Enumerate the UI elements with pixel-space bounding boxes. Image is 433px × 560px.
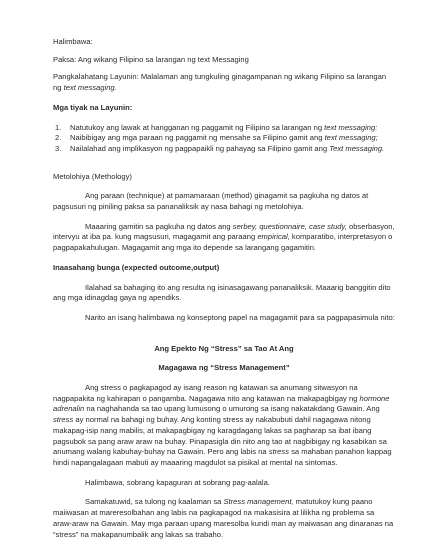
italic-run: Stress management, xyxy=(223,497,294,507)
italic-run: stress xyxy=(53,415,74,425)
text-run: obserbasyon, intervyu at iba pa. kung magsusuri, magagamit ang paraang xyxy=(53,221,395,242)
italic-run: hormone adrenalin xyxy=(53,393,390,414)
list-italic: Text messaging. xyxy=(329,143,385,153)
inaasahang-heading: Inaasahang bunga (expected outcome,output) xyxy=(53,262,220,272)
list-italic: text messaging; xyxy=(324,133,378,143)
text-run: komparatibo, interpretasyon o pagpapakahulugan. Magagamit ang mga ito depende sa larangang gagamitin. xyxy=(53,232,393,253)
list-item xyxy=(53,133,395,144)
tiyak-heading: Mga tiyak na Layunin: xyxy=(53,102,133,112)
list-text: Nailalahad ang implikasyon ng pagpapaikli ng pahayag sa Filipino gamit ang xyxy=(70,143,330,153)
text-run: Maaaring gamitin sa pagkuha ng datos ang xyxy=(85,221,233,231)
italic-run: stress xyxy=(268,447,289,457)
essay-paragraph-3 xyxy=(53,497,395,540)
text-run: ay normal na bahagi ng buhay. Ang konting stress ay nakabubuti dahil nagagawa nitong makapag-isip nang mabilis, at makapagbigay ng karagdagang lakas sa pagharap sa ibat ibang pagsubok sa pang araw araw na buhay. Pinapasigla din nito ang tao at nagbibigay ng kasabikan sa anumang walang kabuhay-buhay na Gawain. Pero ang labis na xyxy=(53,415,387,457)
list-text: Naibibigay ang mga paraan ng paggamit ng mensahe sa Filipino gamit ang xyxy=(70,133,325,143)
text-run: Samakatuwid, sa tulong ng kaalaman sa xyxy=(85,497,224,507)
text-run: na naghahanda sa tao upang lumusong o umurong sa isang nakatakdang Gawain. Ang xyxy=(84,404,380,414)
list-number: 2. xyxy=(55,133,62,143)
text-run: sa mahaban panahon kappag hindi napangalagaan mabuti ay maaaring magdulot sa pisikal at mental na sintomas. xyxy=(53,447,392,467)
list-item xyxy=(53,144,395,155)
metolohiya-heading: Metolohiya (Methology) xyxy=(53,171,132,181)
tiyak-list xyxy=(53,123,395,155)
essay-title-line-1: Ang Epekto Ng “Stress” sa Tao At Ang xyxy=(154,343,294,353)
paksa-line: Paksa: Ang wikang Filipino sa larangan ng text Messaging xyxy=(53,54,249,64)
layunin-italic: text messaging. xyxy=(63,83,117,93)
list-item xyxy=(53,123,395,134)
layunin-text: Pangkalahatang Layunin: Malalaman ang tungkuling ginagampanan ng wikang Filipino sa larangan ng xyxy=(53,72,387,93)
essay-title-line-2: Magagawa ng “Stress Management” xyxy=(158,363,290,373)
metolohiya-paragraph-1: Ang paraan (technique) at pamamaraan (method) ginagamit sa pagkuha ng datos at pagsusuri ng piniling paksa sa pananaliksik ay nasa bahagi ng metolohiya. xyxy=(53,191,369,212)
list-number: 1. xyxy=(55,122,62,132)
halimbawa-label: Halimbawa: xyxy=(53,37,93,46)
essay-paragraph-1 xyxy=(53,383,395,469)
list-text: Natutukoy ang lawak at hangganan ng paggamit ng Filipino sa larangan ng xyxy=(70,122,325,132)
text-run: Ang stress o pagkapagod ay isang reason ng katawan sa anumang sitwasyon na nagpapakita ng kahirapan o pangamba. Nagagawa nito ang katawan na makapagbigay ng xyxy=(53,383,360,403)
inaasahang-paragraph-1: Ilalahad sa bahaging ito ang resulta ng isinasagawang pananaliksik. Maaarig banggitin dito ang mga idinagdag gaya ng apendiks. xyxy=(53,282,391,303)
essay-paragraph-2: Halimbawa, sobrang kapaguran at sobrang pag-aalala. xyxy=(85,477,270,487)
text-run: matutukoy kung paano maiiwasan at mareresolbahan ang labis na pagkapagod na makasisira at lilikha ng problema sa araw-araw na Gawain. May mga paraan upang maresolba kundi man ay maiwasan ang dinaranas na “stress” na makapanumbalik ang lakas sa trabaho. xyxy=(53,497,394,539)
italic-run: empirical, xyxy=(257,232,290,242)
metolohiya-paragraph-2 xyxy=(53,222,395,254)
italic-run: serbey, questionnaire, case study, xyxy=(232,221,347,231)
layunin-paragraph xyxy=(53,72,395,93)
list-italic: text messaging: xyxy=(324,122,378,132)
list-number: 3. xyxy=(55,143,62,153)
inaasahang-paragraph-2: Narito an isang halimbawa ng konseptong papel na magagamit para sa pagpapasimula nito: xyxy=(85,312,395,322)
